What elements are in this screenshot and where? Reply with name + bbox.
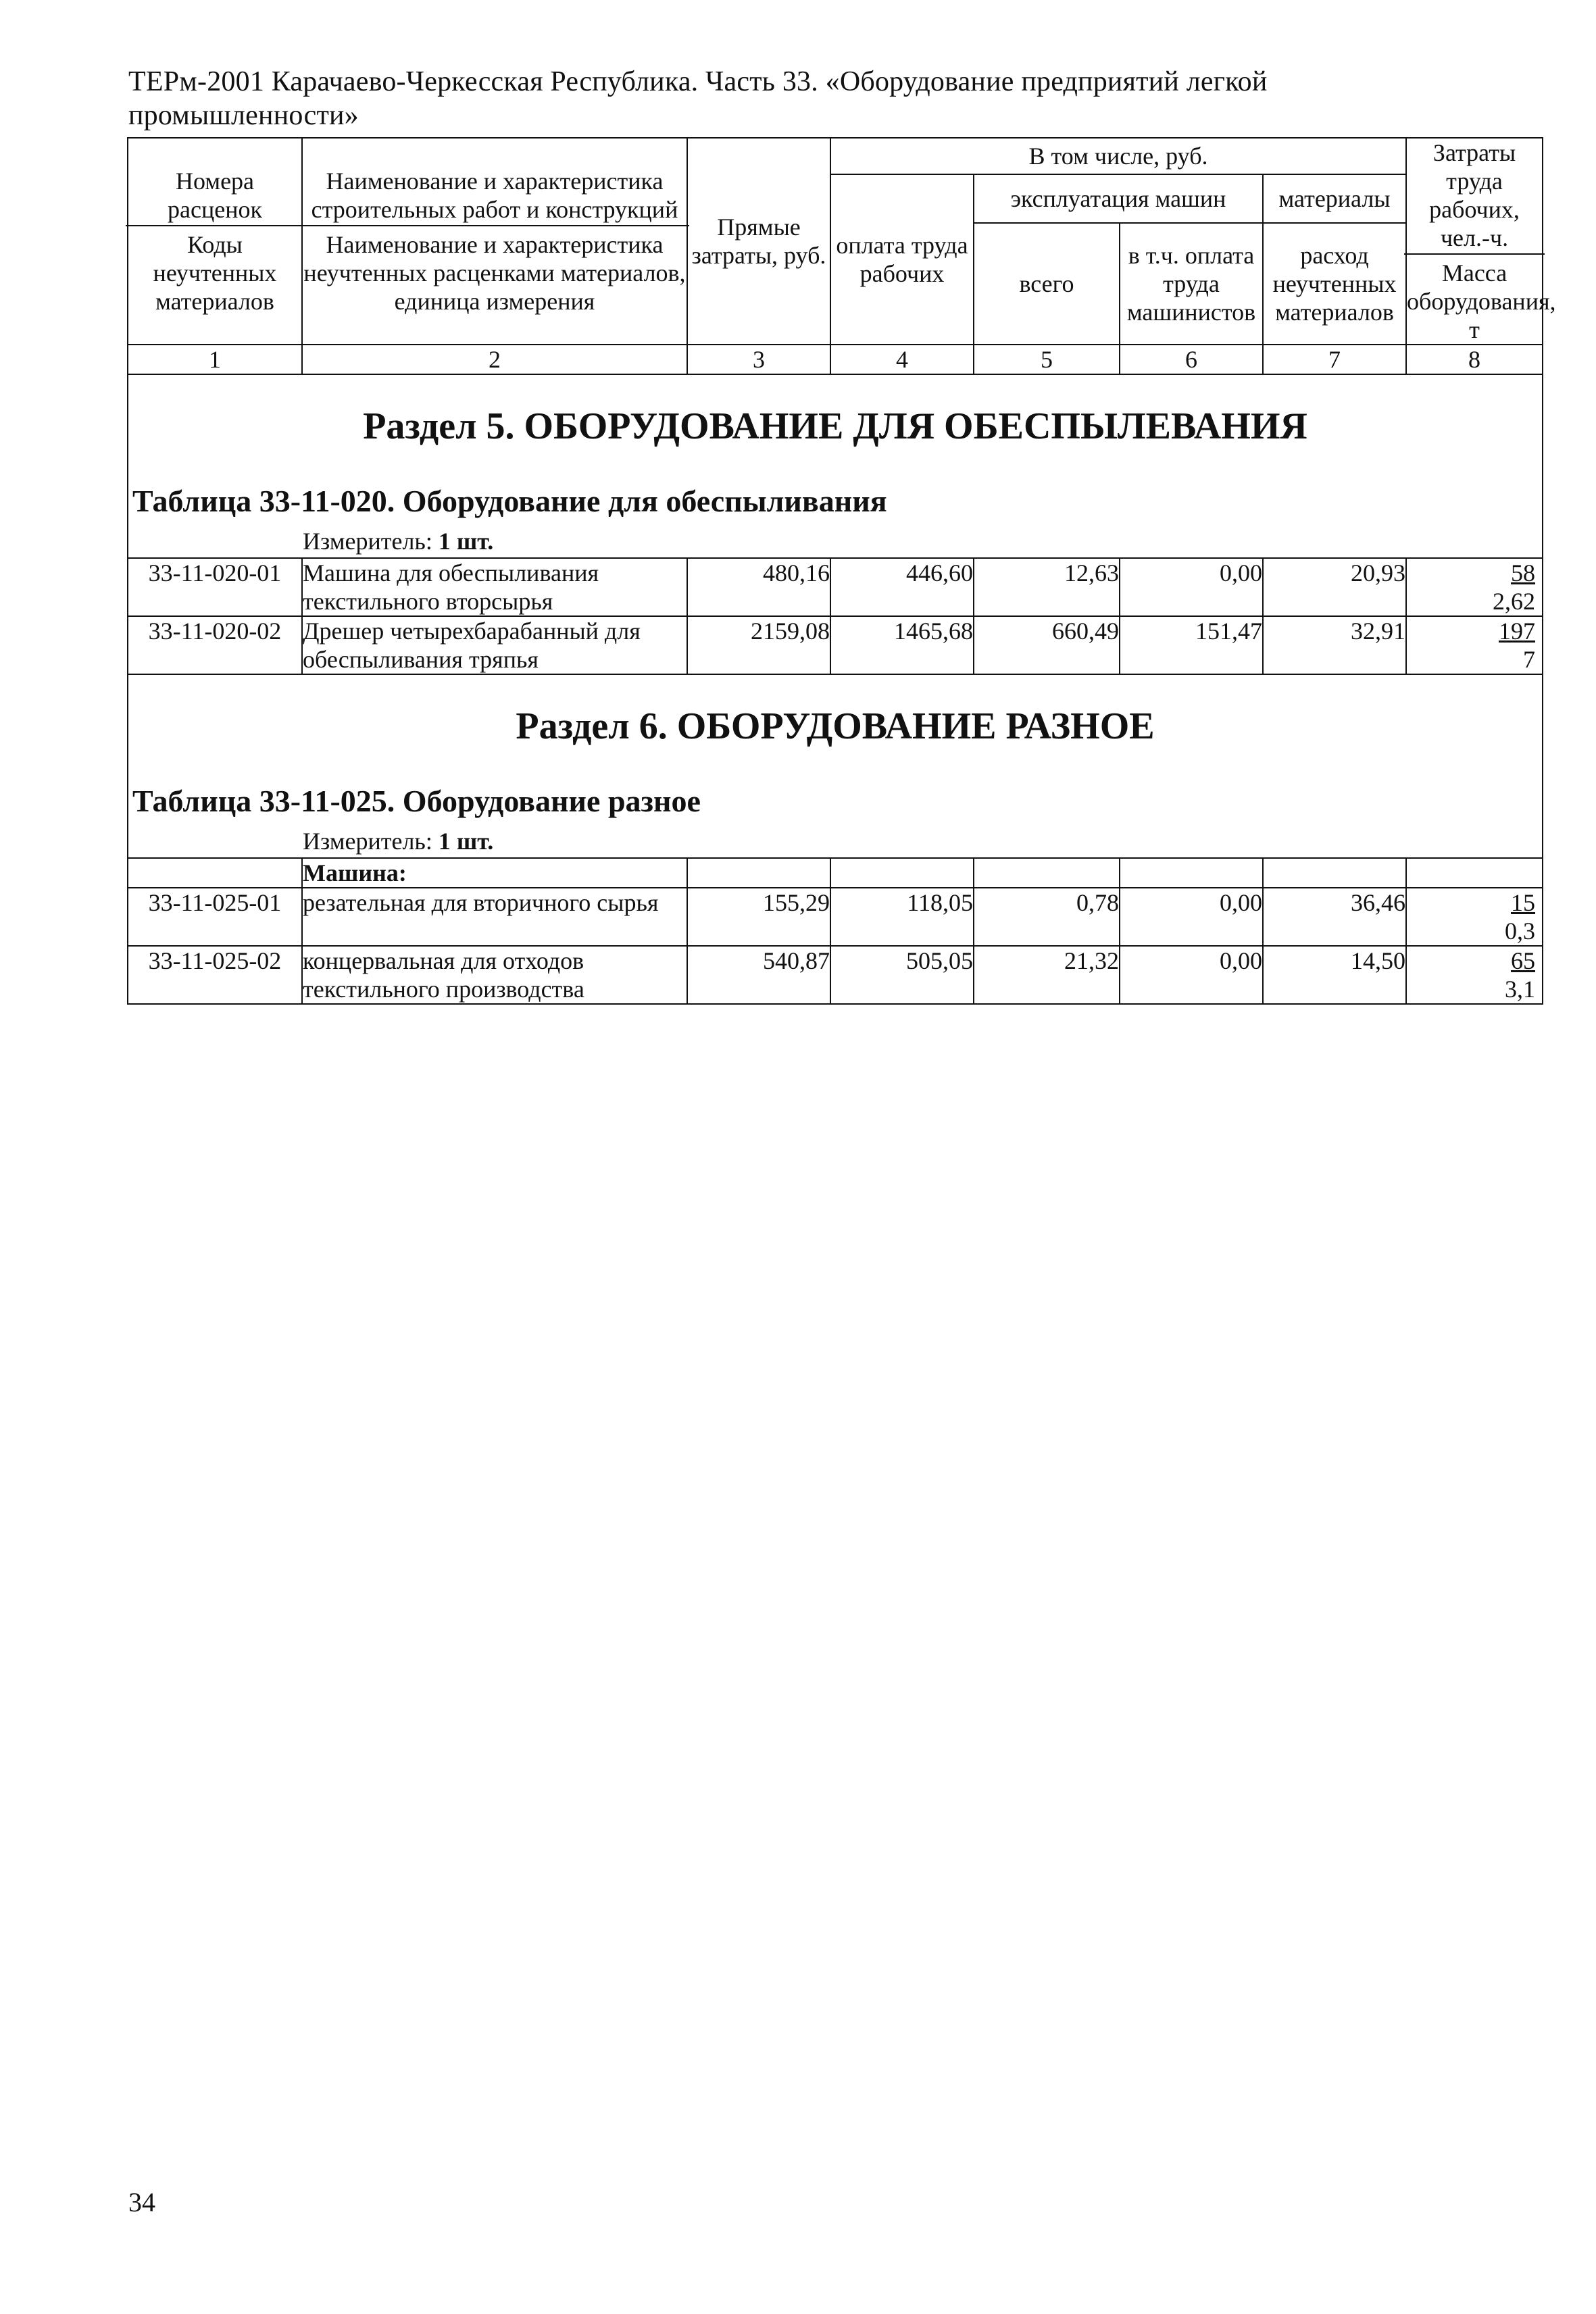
row-operators: 0,00: [1120, 558, 1263, 616]
row-labor: 505,05: [830, 946, 974, 1004]
row-direct: 480,16: [687, 558, 830, 616]
row-materials: 20,93: [1263, 558, 1406, 616]
table-title: Таблица 33-11-025. Оборудование разное: [132, 784, 701, 818]
document-header: ТЕРм-2001 Карачаево-Черкесская Республика. Часть 33. «Оборудование предприятий легкой промышленности»: [128, 66, 1268, 131]
col-number-3: 3: [687, 345, 830, 374]
row-mass: 3,1: [1505, 976, 1536, 1003]
section-5-block: [128, 374, 1543, 558]
header-col2: [302, 138, 687, 345]
row-labor: 1465,68: [830, 616, 974, 674]
page-number: 34: [128, 2187, 155, 2217]
header-col3: Прямые затраты, руб.: [687, 138, 830, 345]
table-title: Таблица 33-11-020. Оборудование для обеспыливания: [132, 484, 887, 518]
measure-label: Измеритель:: [303, 528, 432, 555]
row-name: Дрешер четырехбарабанный для обеспыливания тряпья: [302, 616, 687, 674]
row-name: концервальная для отходов текстильного производства: [302, 946, 687, 1004]
header-col1: [128, 138, 302, 345]
header-col4: оплата труда рабочих: [830, 174, 974, 345]
row-name: Машина для обеспыливания текстильного вторсырья: [302, 558, 687, 616]
col-number-7: 7: [1263, 345, 1406, 374]
header-col8-bottom: Масса оборудования, т: [1407, 259, 1556, 343]
header-col8-top: Затраты труда рабочих, чел.-ч.: [1404, 139, 1545, 255]
row-code: 33-11-020-01: [128, 558, 302, 616]
measure-line: [128, 820, 1542, 857]
section-title: Раздел 5. ОБОРУДОВАНИЕ ДЛЯ ОБЕСПЫЛЕВАНИЯ: [363, 405, 1307, 447]
row-labor-hours: 58: [1511, 559, 1536, 586]
row-operators: 151,47: [1120, 616, 1263, 674]
row-materials: 14,50: [1263, 946, 1406, 1004]
row-labor-mass: [1406, 616, 1543, 674]
row-code: 33-11-020-02: [128, 616, 302, 674]
row-materials: 32,91: [1263, 616, 1406, 674]
col-number-1: 1: [128, 345, 302, 374]
row-direct: 540,87: [687, 946, 830, 1004]
rates-table: [127, 137, 1556, 1005]
table-row: [128, 558, 1543, 616]
row-code: 33-11-025-02: [128, 946, 302, 1004]
row-code: 33-11-025-01: [128, 888, 302, 946]
row-labor-hours: 15: [1511, 889, 1536, 916]
subheading: Машина:: [302, 858, 687, 888]
header-col1-bottom: Коды неучтенных материалов: [153, 231, 277, 315]
measure-value: 1 шт.: [438, 528, 494, 555]
row-labor-mass: [1406, 888, 1543, 946]
header-col2-bottom: Наименование и характеристика неучтенных расценками материалов, единица измерения: [303, 231, 686, 315]
measure-line: [128, 520, 1542, 557]
header-col5: всего: [974, 223, 1120, 345]
row-labor-mass: [1406, 946, 1543, 1004]
row-machines: 21,32: [974, 946, 1120, 1004]
col-number-2: 2: [302, 345, 687, 374]
col-number-4: 4: [830, 345, 974, 374]
section-6-block: [128, 674, 1543, 858]
col-number-6: 6: [1120, 345, 1263, 374]
row-labor: 446,60: [830, 558, 974, 616]
table-row: [128, 616, 1543, 674]
header-col7: расход неучтенных материалов: [1263, 223, 1406, 345]
header-col6: в т.ч. оплата труда машинистов: [1120, 223, 1263, 345]
row-machines: 12,63: [974, 558, 1120, 616]
col-number-5: 5: [974, 345, 1120, 374]
header-col2-top: Наименование и характеристика строительных работ и конструкций: [300, 167, 689, 226]
subheading-spacer: [128, 858, 302, 888]
row-machines: 0,78: [974, 888, 1120, 946]
row-labor-hours: 65: [1511, 947, 1536, 974]
header-incl: В том числе, руб.: [830, 138, 1406, 174]
row-materials: 36,46: [1263, 888, 1406, 946]
table-row: [128, 946, 1543, 1004]
row-labor-mass: [1406, 558, 1543, 616]
measure-label: Измеритель:: [303, 828, 432, 855]
row-name: резательная для вторичного сырья: [302, 888, 687, 946]
col-number-8: 8: [1406, 345, 1543, 374]
header-col1-top: Номера расценок: [126, 167, 304, 226]
row-labor: 118,05: [830, 888, 974, 946]
row-mass: 0,3: [1505, 917, 1536, 945]
section-title: Раздел 6. ОБОРУДОВАНИЕ РАЗНОЕ: [516, 705, 1155, 747]
row-direct: 155,29: [687, 888, 830, 946]
row-operators: 0,00: [1120, 946, 1263, 1004]
row-mass: 2,62: [1493, 588, 1536, 615]
row-labor-hours: 197: [1499, 618, 1536, 645]
row-mass: 7: [1523, 646, 1536, 673]
header-col8: [1406, 138, 1556, 345]
header-materials: материалы: [1263, 174, 1406, 223]
row-direct: 2159,08: [687, 616, 830, 674]
table-row: [128, 888, 1543, 946]
row-machines: 660,49: [974, 616, 1120, 674]
header-machines: эксплуатация машин: [974, 174, 1263, 223]
measure-value: 1 шт.: [438, 828, 494, 855]
row-operators: 0,00: [1120, 888, 1263, 946]
